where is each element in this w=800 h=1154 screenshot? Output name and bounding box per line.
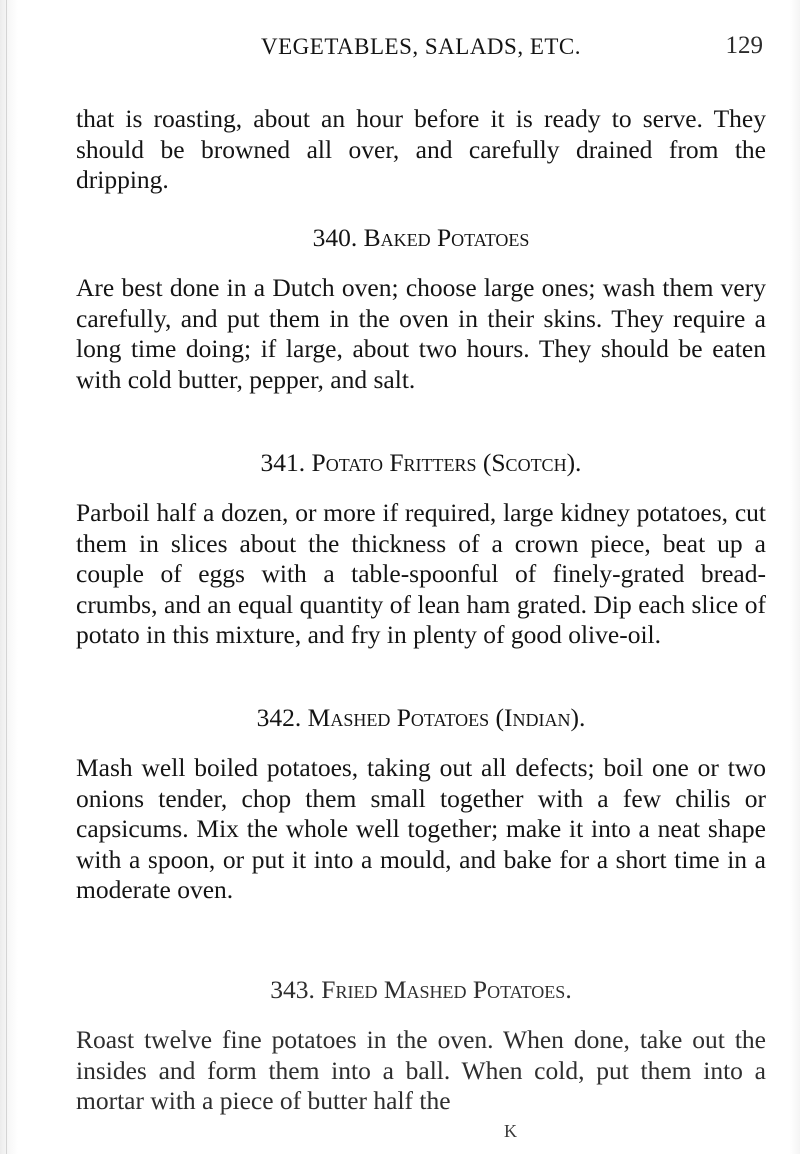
- intro-text: that is roasting, about an hour before it is ready to serve. They should be browned all over, and carefully drained from the dripping.: [76, 104, 766, 195]
- recipe-title: Fried Mashed Potatoes.: [321, 975, 572, 1004]
- recipe-title: Mashed Potatoes (Indian).: [307, 703, 586, 732]
- recipe-body-340: [76, 273, 766, 395]
- recipe-title: Baked Potatoes: [363, 223, 530, 252]
- recipe-text: Roast twelve fine potatoes in the oven. When done, take out the insides and form them into a ball. When cold, put them into a mortar with a piece of butter half the: [76, 1025, 766, 1116]
- recipe-number: 342.: [256, 703, 302, 732]
- recipe-text: Parboil half a dozen, or more if required, large kidney potatoes, cut them in slices about the thickness of a crown piece, beat up a couple of eggs with a table-spoonful of finely-grated bread-crumbs, and an equal quantity of lean ham grated. Dip each slice of potato in this mixture, and fry in plenty of good olive-oil.: [76, 498, 766, 650]
- page-number: 129: [725, 32, 763, 59]
- recipe-heading-340: [76, 223, 766, 253]
- recipe-body-341: [76, 498, 766, 651]
- recipe-body-343: [76, 1025, 766, 1117]
- page-gutter: [6, 0, 7, 1154]
- recipe-heading-342: [76, 703, 766, 733]
- recipe-number: 341.: [260, 448, 306, 477]
- recipe-heading-341: [76, 448, 766, 478]
- intro-paragraph: [76, 104, 766, 196]
- recipe-heading-343: [76, 975, 766, 1005]
- signature-mark: K: [504, 1121, 517, 1141]
- running-head-title: VEGETABLES, SALADS, ETC.: [261, 34, 582, 59]
- recipe-title: Potato Fritters (Scotch).: [311, 448, 582, 477]
- recipe-body-342: [76, 753, 766, 906]
- recipe-text: Mash well boiled potatoes, taking out all defects; boil one or two onions tender, chop them small together with a few chilis or capsicums. Mix the whole well together; make it into a neat shape with a spoon, or put it into a mould, and bake for a short time in a moderate oven.: [76, 753, 766, 905]
- running-head: [76, 28, 776, 68]
- recipe-number: 343.: [270, 975, 315, 1004]
- recipe-number: 340.: [312, 223, 358, 252]
- recipe-text: Are best done in a Dutch oven; choose large ones; wash them very carefully, and put them in the oven in their skins. They require a long time doing; if large, about two hours. They should be eaten with cold butter, pepper, and salt.: [76, 273, 766, 394]
